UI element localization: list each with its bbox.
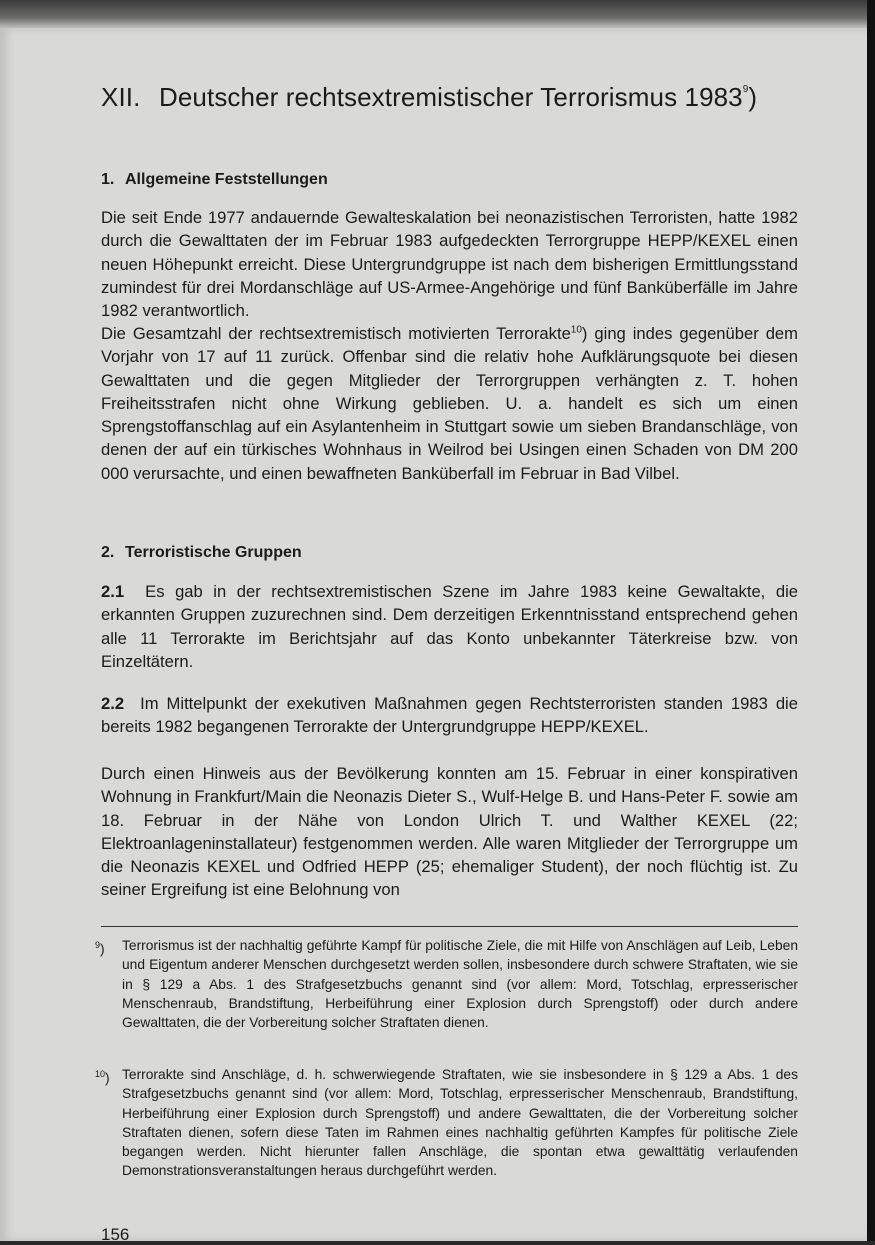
scan-top-shadow bbox=[0, 0, 875, 30]
section-1-paragraph-2-start: Die Gesamtzahl der rechtsextremistisch motivierten Terrorakte bbox=[101, 324, 571, 343]
subsection-2-2-text: Im Mittelpunkt der exekutiven Maßnahmen gegen Rechtsterroristen standen 1983 die bereits 1982 begangenen Terrorakte der Untergrundgruppe HEPP/KEXEL. bbox=[101, 694, 798, 737]
footnote-10-marker: $^{10}$) bbox=[95, 1069, 110, 1086]
subsection-2-1-number: 2.1 bbox=[101, 582, 125, 601]
footnote-ref-9[interactable]: 9 bbox=[742, 84, 749, 95]
subsection-2-2-paragraph bbox=[101, 692, 798, 739]
section-1-title: Allgemeine Feststellungen bbox=[125, 171, 328, 188]
subsection-2-1-text: Es gab in der rechtsextremistischen Szene im Jahre 1983 keine Gewaltakte, die erkannten Gruppen zuzurechnen sind. Dem derzeitigen Erkenntnisstand entsprechend gehen alle 11 Terrorakte im Berichtsjahr auf das Konto unbekannter Täterkreise bzw. von Einzeltätern. bbox=[101, 582, 798, 671]
page-number: 156 bbox=[101, 1225, 130, 1244]
subsection-2-2-number: 2.2 bbox=[101, 694, 125, 713]
chapter-title: Deutscher rechtsextremistischer Terrorismus 1983 bbox=[159, 82, 743, 112]
footnote-9-marker: $^9$) bbox=[95, 940, 105, 957]
section-2-number: 2. bbox=[101, 544, 115, 561]
section-1-paragraph-2 bbox=[101, 322, 798, 485]
chapter-number: XII. bbox=[101, 82, 141, 112]
footnote-9 bbox=[95, 936, 798, 1032]
subsection-2-2-paragraph-2: Durch einen Hinweis aus der Bevölkerung konnten am 15. Februar in einer konspirativen Wohnung in Frankfurt/Main die Neonazis Dieter S., Wulf-Helge B. und Hans-Peter F. sowie am 18. Februar in der Nähe von London Ulrich T. und Walther KEXEL (22; Elektroanlageninstallateur) festgenommen werden. Alle waren Mitglieder der Terrorgruppe um die Neonazis KEXEL und Odfried HEPP (25; ehemaliger Student), der noch flüchtig ist. Zu seiner Ergreifung ist eine Belohnung von bbox=[101, 764, 798, 900]
footnote-separator bbox=[101, 926, 798, 927]
footnote-9-text: Terrorismus ist der nachhaltig geführte Kampf für politische Ziele, die mit Hilfe von Anschlägen auf Leib, Leben und Eigentum anderer Menschen durchgesetzt werden sollen, insbesondere durch schwere Straftaten, wie sie in § 129 a Abs. 1 des Strafgesetzbuchs genannt sind (vor allem: Mord, Totschlag, erpresserischer Menschenraub, Brandstiftung, Herbeiführung einer Explosion durch Sprengstoff) oder durch andere Gewalttaten, die der Vorbereitung solcher Straftaten dienen. bbox=[122, 938, 798, 1031]
scan-right-edge bbox=[867, 0, 875, 1241]
chapter-heading bbox=[101, 82, 757, 113]
section-1-paragraph-2-rest: ) ging indes gegenüber dem Vorjahr von 17 auf 11 zurück. Offenbar sind die relativ hohe Aufklärungsquote bei diesen Gewalttaten und die gegen Mitglieder der Terrorgruppen verhängten z. T. hohen Freiheitsstrafen nicht ohne Wirkung geblieben. U. a. handelt es sich um einen Sprengstoffanschlag auf ein Asylantenheim in Stuttgart sowie um sieben Brandanschläge, von denen der auf ein türkisches Wohnhaus in Weilrod bei Usingen einen Schaden von DM 200 000 verursachte, und einen bewaffneten Banküberfall im Februar in Bad Vilbel. bbox=[101, 324, 798, 483]
section-1-paragraph-1: Die seit Ende 1977 andauernde Gewalteskalation bei neonazistischen Terroristen, hatte 1982 durch die Gewalttaten der im Februar 1983 aufgedeckten Terrorgruppe HEPP/KEXEL einen neuen Höhepunkt erreicht. Diese Untergrundgruppe ist nach dem bisherigen Ermittlungsstand zumindest für drei Mordanschläge auf US-Armee-Angehörige und fünf Banküberfälle im Jahre 1982 verantwortlich. bbox=[101, 208, 798, 321]
section-2-title: Terroristische Gruppen bbox=[125, 544, 302, 561]
section-1-number: 1. bbox=[101, 171, 115, 188]
footnote-ref-10[interactable]: 10 bbox=[570, 324, 582, 336]
section-2-heading bbox=[101, 544, 302, 562]
footnote-10-text: Terrorakte sind Anschläge, d. h. schwerwiegende Straftaten, wie sie insbesondere in § 129 a Abs. 1 des Strafgesetzbuchs genannt sind (vor allem: Mord, Totschlag, erpresserischer Menschenraub, Brandstiftung, Herbeiführung einer Explosion durch Sprengstoff) und andere Gewalttaten, die der Vorbereitung solcher Straftaten dienen, sofern diese Taten im Rahmen eines nachhaltig geführten Kampfes für politische Ziele begangen werden. Nicht hierunter fallen Anschläge, die spontan etwa gewalttätig verlaufenden Demonstrationsveranstaltungen heraus durchgeführt werden. bbox=[122, 1067, 798, 1179]
footnote-10 bbox=[95, 1065, 798, 1181]
chapter-title-paren: ) bbox=[748, 82, 758, 112]
subsection-2-1-paragraph bbox=[101, 580, 798, 673]
section-1-heading bbox=[101, 171, 328, 189]
